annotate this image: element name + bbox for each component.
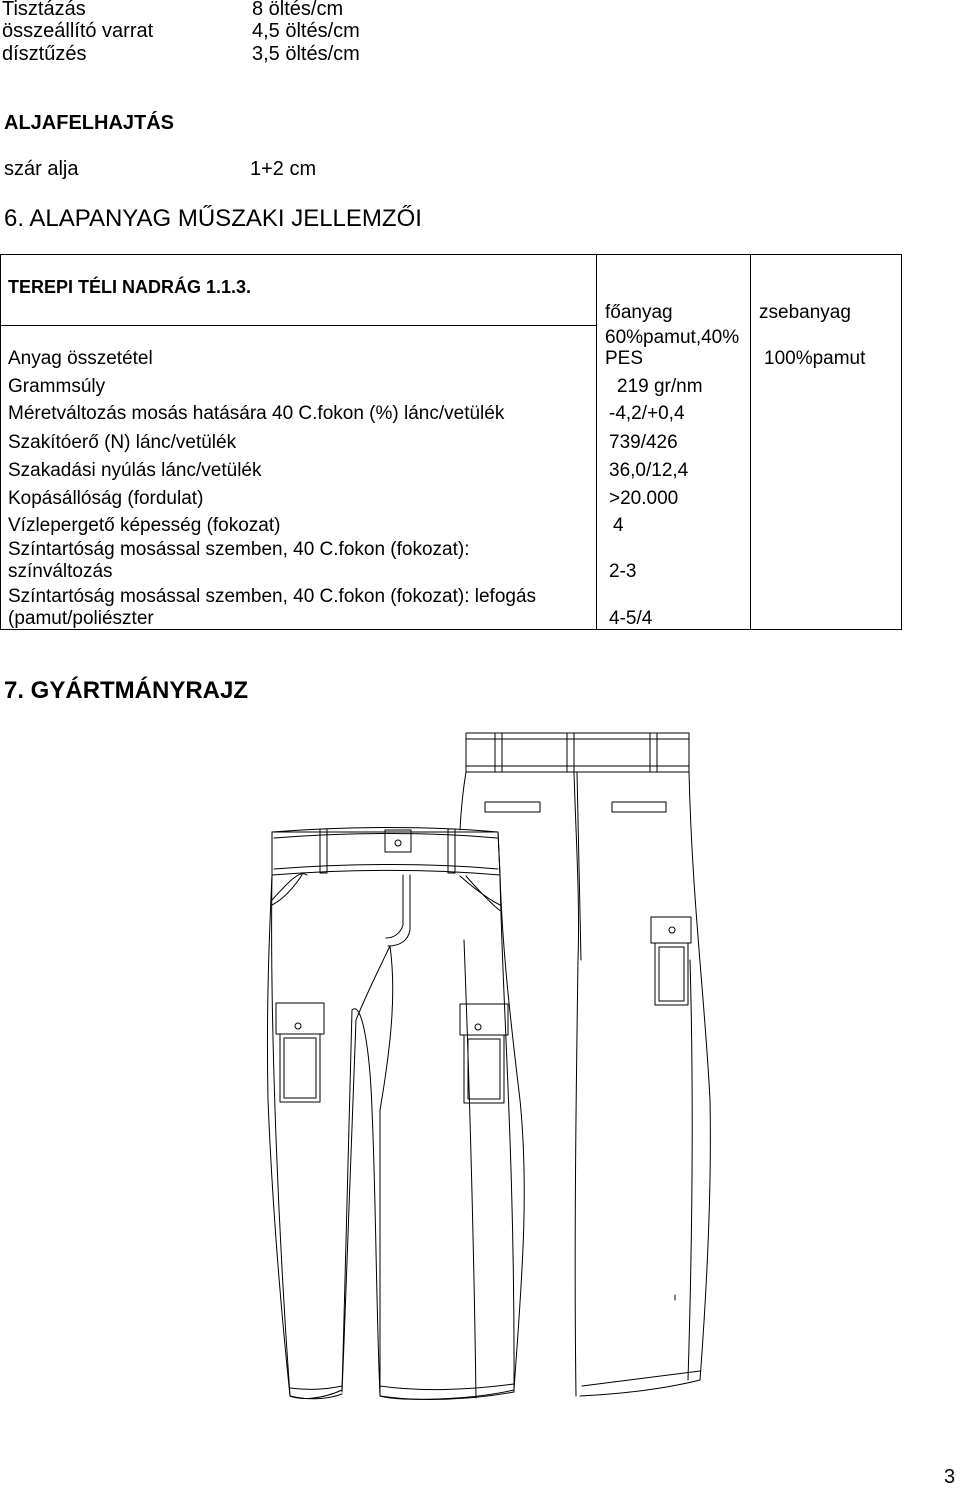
staining-value: 4-5/4 — [609, 608, 653, 629]
row-label-abrasion: Kopásállóság (fordulat) — [8, 488, 204, 509]
col-header-pocket: zsebanyag — [759, 302, 851, 323]
page-number: 3 — [944, 1466, 956, 1488]
hem-heading: ALJAFELHAJTÁS — [4, 112, 175, 134]
row-value-abrasion: >20.000 — [609, 488, 679, 509]
stitch-value-3: 3,5 öltés/cm — [252, 43, 360, 65]
stitch-label-2: összeállító varrat — [2, 20, 154, 42]
row-label-grammage: Grammsúly — [8, 376, 106, 397]
row-value-shrinkage: -4,2/+0,4 — [609, 403, 685, 424]
hem-label: szár alja — [4, 158, 79, 180]
row-value-elongation: 36,0/12,4 — [609, 460, 689, 481]
row-label-tensile: Szakítóerő (N) lánc/vetülék — [8, 432, 237, 453]
hem-value: 1+2 cm — [250, 158, 317, 180]
composition-label: Anyag összetétel — [8, 348, 153, 369]
composition-main-2: PES — [605, 348, 644, 369]
row-label-elongation: Szakadási nyúlás lánc/vetülék — [8, 460, 262, 481]
row-value-water-repellency: 4 — [613, 515, 624, 536]
composition-pocket: 100%pamut — [764, 348, 866, 369]
stitch-label-1: Tisztázás — [2, 0, 86, 20]
stitch-label-3: dísztűzés — [2, 43, 87, 65]
col-header-main: főanyag — [605, 302, 673, 323]
composition-main-1: 60%pamut,40% — [605, 327, 740, 348]
stitch-value-2: 4,5 öltés/cm — [252, 20, 360, 42]
section-7-title: 7. GYÁRTMÁNYRAJZ — [4, 677, 249, 704]
section-6-title: 6. ALAPANYAG MŰSZAKI JELLEMZŐI — [4, 205, 422, 232]
color-change-value: 2-3 — [609, 561, 637, 582]
row-value-grammage: 219 gr/nm — [617, 376, 703, 397]
stitch-value-1: 8 öltés/cm — [252, 0, 344, 20]
trousers-front-view — [267, 832, 524, 1399]
row-value-tensile: 739/426 — [609, 432, 678, 453]
color-change-line-1: Színtartóság mosással szemben, 40 C.fokon (fokozat): — [8, 539, 470, 560]
row-label-water-repellency: Vízlepergető képesség (fokozat) — [8, 515, 281, 536]
row-label-shrinkage: Méretváltozás mosás hatására 40 C.fokon (%) lánc/vetülék — [8, 403, 505, 424]
color-change-line-2: színváltozás — [8, 561, 113, 582]
staining-line-2: (pamut/poliészter — [8, 608, 154, 629]
table-title: TEREPI TÉLI NADRÁG 1.1.3. — [8, 277, 252, 297]
staining-line-1: Színtartóság mosással szemben, 40 C.fokon (fokozat): lefogás — [8, 586, 537, 607]
